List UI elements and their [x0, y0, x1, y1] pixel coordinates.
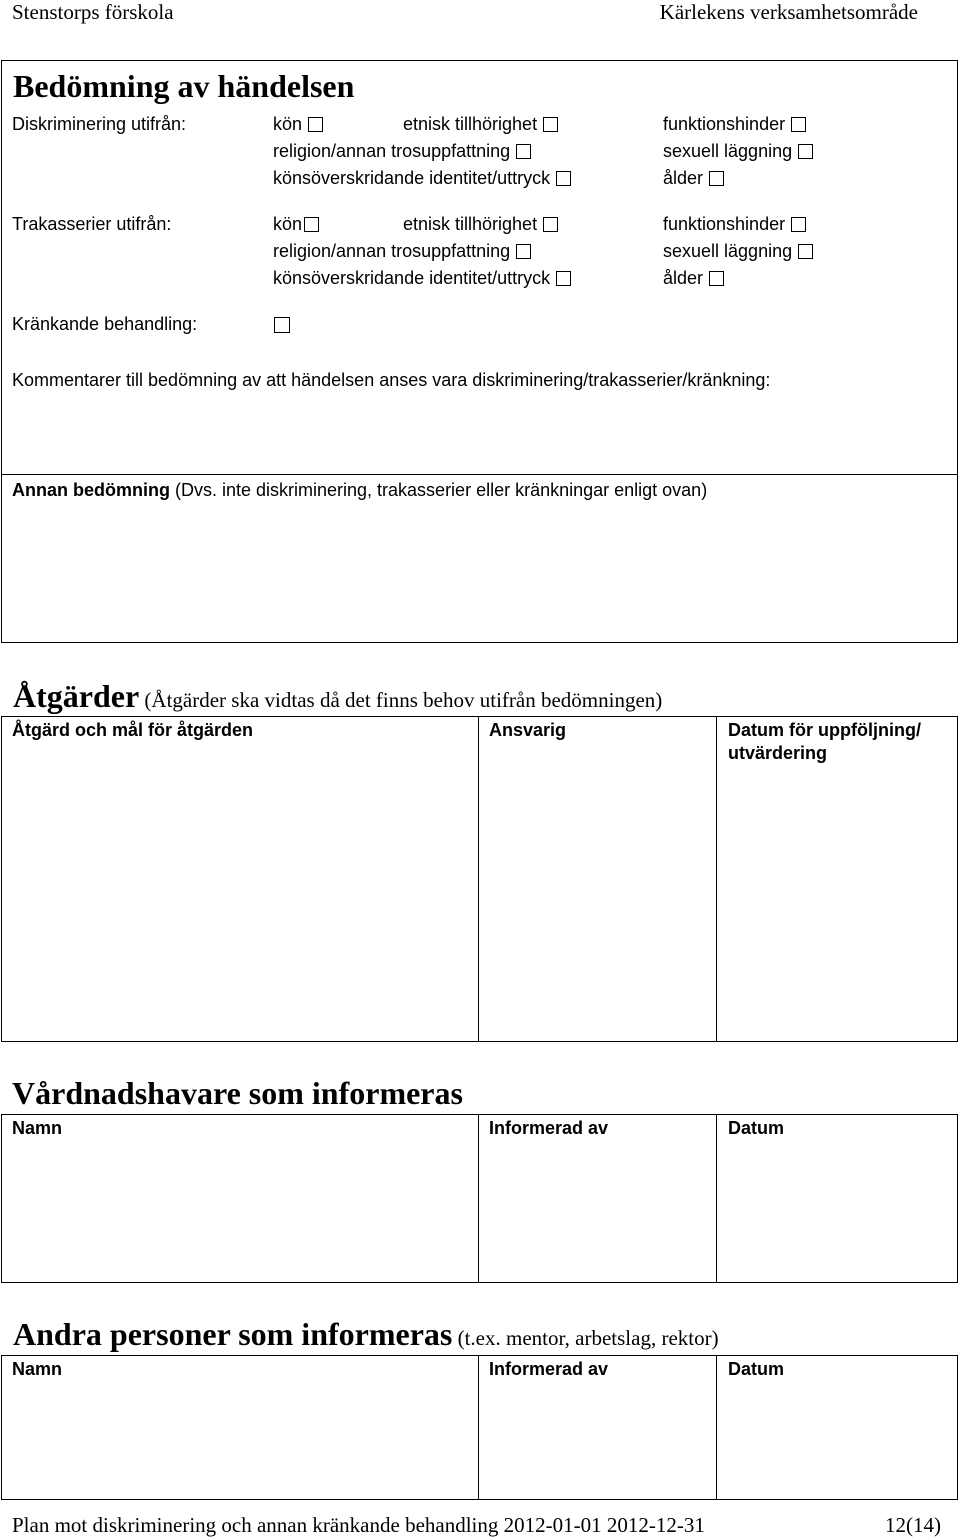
- harassment-option-ethnicity[interactable]: etnisk tillhörighet: [403, 214, 558, 235]
- checkbox-icon[interactable]: [516, 144, 531, 159]
- checkbox-icon[interactable]: [308, 117, 323, 132]
- others-col-informed-by: Informerad av: [489, 1359, 609, 1379]
- harassment-option-sexual-orientation[interactable]: sexuell läggning: [663, 241, 813, 262]
- table-divider: [716, 716, 717, 1042]
- table-divider: [478, 1114, 479, 1283]
- footer-rule: [1, 1499, 958, 1500]
- guardians-col-name: Namn: [12, 1118, 63, 1138]
- checkbox-icon[interactable]: [791, 217, 806, 232]
- measures-title: Åtgärder (Åtgärder ska vidtas då det finns behov utifrån bedömningen): [13, 678, 663, 714]
- table-divider: [478, 1355, 479, 1500]
- discrimination-option-transgender[interactable]: könsöverskridande identitet/uttryck: [273, 168, 571, 189]
- discrimination-option-disability[interactable]: funktionshinder: [663, 114, 806, 135]
- assessment-title: Bedömning av händelsen: [13, 68, 355, 104]
- guardians-col-date: Datum: [728, 1118, 785, 1138]
- footer-plan-title: Plan mot diskriminering och annan kränkande behandling 2012-01-01 2012-12-31: [12, 1513, 705, 1537]
- guardians-title: Vårdnadshavare som informeras: [12, 1075, 463, 1111]
- harassment-option-transgender[interactable]: könsöverskridande identitet/uttryck: [273, 268, 571, 289]
- measures-col-evaluation: utvärdering: [728, 743, 828, 763]
- discrimination-option-sexual-orientation[interactable]: sexuell läggning: [663, 141, 813, 162]
- harassment-label: Trakasserier utifrån:: [12, 214, 172, 234]
- checkbox-icon[interactable]: [709, 271, 724, 286]
- offensive-treatment-label: Kränkande behandling:: [12, 314, 198, 334]
- checkbox-icon[interactable]: [556, 271, 571, 286]
- offensive-treatment-option[interactable]: [274, 317, 290, 336]
- discrimination-option-ethnicity[interactable]: etnisk tillhörighet: [403, 114, 558, 135]
- discrimination-option-age[interactable]: ålder: [663, 168, 724, 189]
- checkbox-icon[interactable]: [798, 144, 813, 159]
- harassment-option-gender[interactable]: kön: [273, 214, 319, 235]
- others-title: Andra personer som informeras (t.ex. mentor, arbetslag, rektor): [13, 1316, 719, 1352]
- measures-col-followup-date: Datum för uppföljning/: [728, 720, 921, 740]
- other-assessment-label: Annan bedömning (Dvs. inte diskriminering, trakasserier eller kränkningar enligt ovan): [12, 480, 708, 500]
- checkbox-icon[interactable]: [709, 171, 724, 186]
- comments-field[interactable]: [12, 395, 942, 470]
- harassment-option-disability[interactable]: funktionshinder: [663, 214, 806, 235]
- measures-col-action: Åtgärd och mål för åtgärden: [12, 720, 254, 740]
- checkbox-icon[interactable]: [516, 244, 531, 259]
- checkbox-icon[interactable]: [798, 244, 813, 259]
- footer-page-number: 12(14): [885, 1513, 941, 1537]
- others-table: [1, 1355, 958, 1500]
- checkbox-icon[interactable]: [274, 317, 290, 333]
- discrimination-label: Diskriminering utifrån:: [12, 114, 187, 134]
- others-col-date: Datum: [728, 1359, 785, 1379]
- other-assessment-field[interactable]: [12, 506, 942, 636]
- header-school-name: Stenstorps förskola: [12, 0, 174, 24]
- others-col-name: Namn: [12, 1359, 63, 1379]
- discrimination-option-religion[interactable]: religion/annan trosuppfattning: [273, 141, 531, 162]
- checkbox-icon[interactable]: [543, 117, 558, 132]
- table-divider: [716, 1355, 717, 1500]
- checkbox-icon[interactable]: [556, 171, 571, 186]
- header-area-name: Kärlekens verksamhetsområde: [659, 0, 918, 24]
- discrimination-option-gender[interactable]: kön: [273, 114, 323, 135]
- checkbox-icon[interactable]: [791, 117, 806, 132]
- checkbox-icon[interactable]: [543, 217, 558, 232]
- table-divider: [716, 1114, 717, 1283]
- comments-label: Kommentarer till bedömning av att händelsen anses vara diskriminering/trakasserier/kränkning:: [12, 370, 771, 390]
- table-divider: [478, 716, 479, 1042]
- guardians-table: [1, 1114, 958, 1283]
- harassment-option-age[interactable]: ålder: [663, 268, 724, 289]
- harassment-option-religion[interactable]: religion/annan trosuppfattning: [273, 241, 531, 262]
- guardians-col-informed-by: Informerad av: [489, 1118, 609, 1138]
- measures-col-responsible: Ansvarig: [489, 720, 567, 740]
- checkbox-icon[interactable]: [304, 217, 319, 232]
